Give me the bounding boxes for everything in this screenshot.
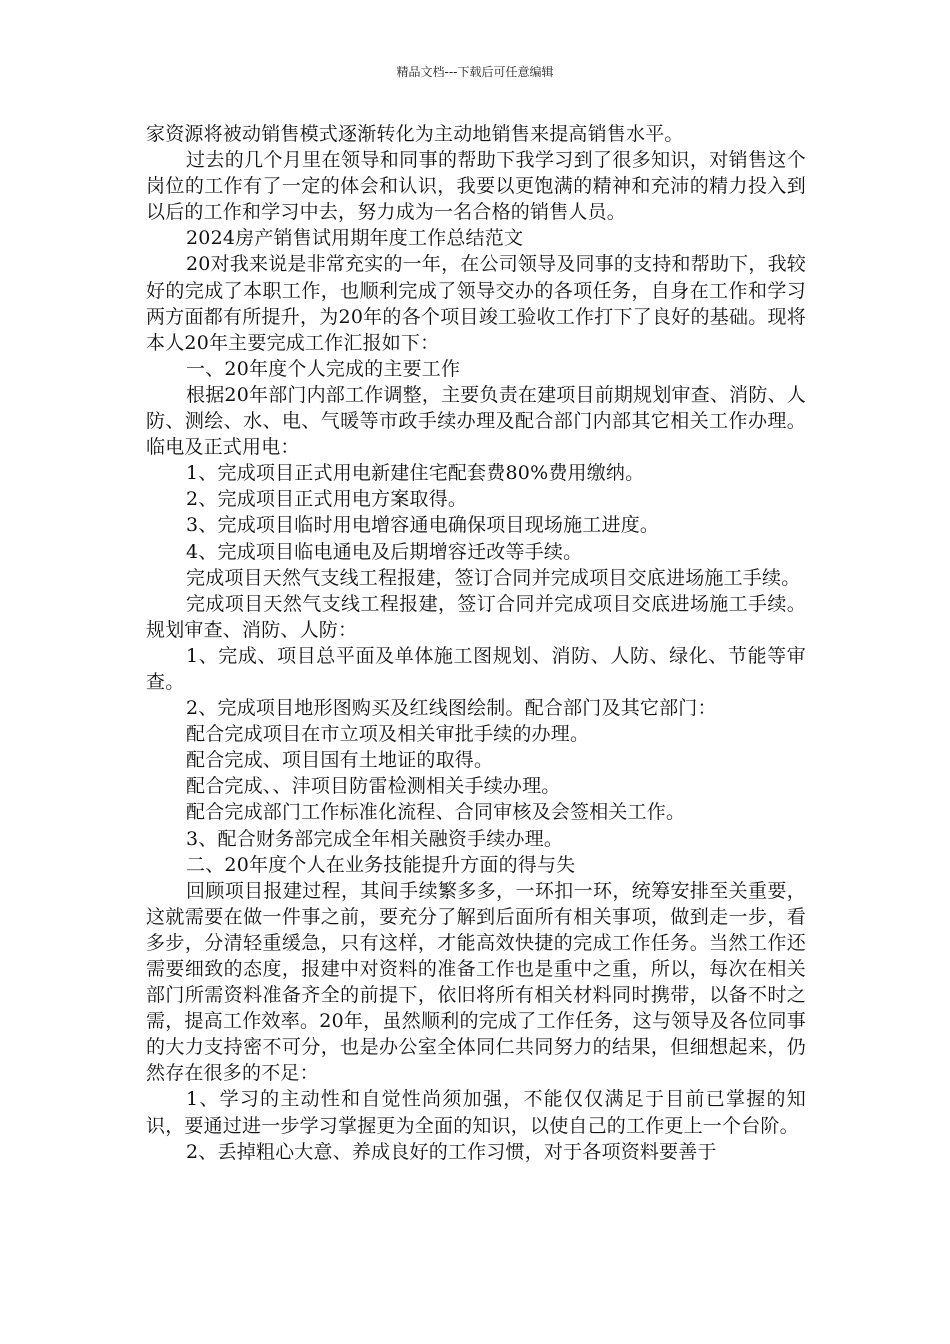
list-item: 4、完成项目临电通电及后期增容迁改等手续。 (186, 540, 583, 563)
paragraph: 配合完成部门工作标准化流程、合同审核及会签相关工作。 (186, 801, 686, 824)
paragraph: 完成项目天然气支线工程报建，签订合同并完成项目交底进场施工手续。规划审查、消防、人防： (146, 592, 806, 641)
page-header: 精品文档---下载后可任意编辑 (396, 65, 554, 79)
list-item: 1、完成、项目总平面及单体施工图规划、消防、人防、绿化、节能等审查。 (146, 644, 806, 693)
paragraph: 配合完成、、沣项目防雷检测相关手续办理。 (186, 775, 561, 798)
paragraph: 根据20年部门内部工作调整，主要负责在建项目前期规划审查、消防、人防、测绘、水、电、气暖等市政手续办理及配合部门内部其它相关工作办理。临电及正式用电： (146, 383, 806, 459)
list-item: 3、完成项目临时用电增容通电确保项目现场施工进度。 (186, 514, 660, 537)
paragraph: 配合完成、项目国有土地证的取得。 (186, 749, 494, 772)
list-item: 1、完成项目正式用电新建住宅配套费80%费用缴纳。 (186, 462, 645, 485)
section-heading: 一、20年度个人完成的主要工作 (186, 357, 461, 380)
section-title: 2024房产销售试用期年度工作总结范文 (186, 227, 524, 250)
list-item: 1、学习的主动性和自觉性尚须加强，不能仅仅满足于目前已掌握的知识，要通过进一步学习掌握更为全面的知识，以使自己的工作更上一个台阶。 (146, 1088, 806, 1137)
paragraph: 回顾项目报建过程，其间手续繁多多，一环扣一环，统筹安排至关重要，这就需要在做一件事之前，要充分了解到后面所有相关事项，做到走一步，看多步，分清轻重缓急，只有这样，才能高效快捷的完成工作任务。当然工作还需要细致的态度，报建中对资料的准备工作也是重中之重，所以，每次在相关部门所需资料准备齐全的前提下，依旧将所有相关材料同时携带，以备不时之需，提高工作效率。20年，虽然顺利的完成了工作任务，这与领导及各位同事的大力支持密不可分，也是办公室全体同仁共同努力的结果，但细想起来，仍然存在很多的不足： (146, 879, 806, 1085)
paragraph: 家资源将被动销售模式逐渐转化为主动地销售来提高销售水平。 (146, 123, 684, 145)
list-item: 2、丢掉粗心大意、养成良好的工作习惯，对于各项资料要善于 (186, 1140, 717, 1163)
section-heading: 二、20年度个人在业务技能提升方面的得与失 (186, 853, 576, 876)
paragraph: 配合完成项目在市立项及相关审批手续的办理。 (186, 723, 590, 746)
paragraph: 过去的几个月里在领导和同事的帮助下我学习到了很多知识，对销售这个岗位的工作有了一定的体会和认识，我要以更饱满的精神和充沛的精力投入到以后的工作和学习中去，努力成为一名合格的销售人员。 (146, 149, 806, 224)
document-body (146, 121, 806, 1165)
paragraph: 20对我来说是非常充实的一年，在公司领导及同事的支持和帮助下，我较好的完成了本职工作，也顺利完成了领导交办的各项任务，自身在工作和学习两方面都有所提升，为20年的各个项目竣工验收工作打下了良好的基础。现将本人20年主要完成工作汇报如下： (146, 253, 806, 354)
list-item: 2、完成项目地形图购买及红线图绘制。配合部门及其它部门： (186, 697, 717, 720)
list-item: 3、配合财务部完成全年相关融资手续办理。 (186, 827, 564, 850)
paragraph: 完成项目天然气支线工程报建，签订合同并完成项目交底进场施工手续。 (186, 566, 801, 589)
list-item: 2、完成项目正式用电方案取得。 (186, 488, 468, 511)
